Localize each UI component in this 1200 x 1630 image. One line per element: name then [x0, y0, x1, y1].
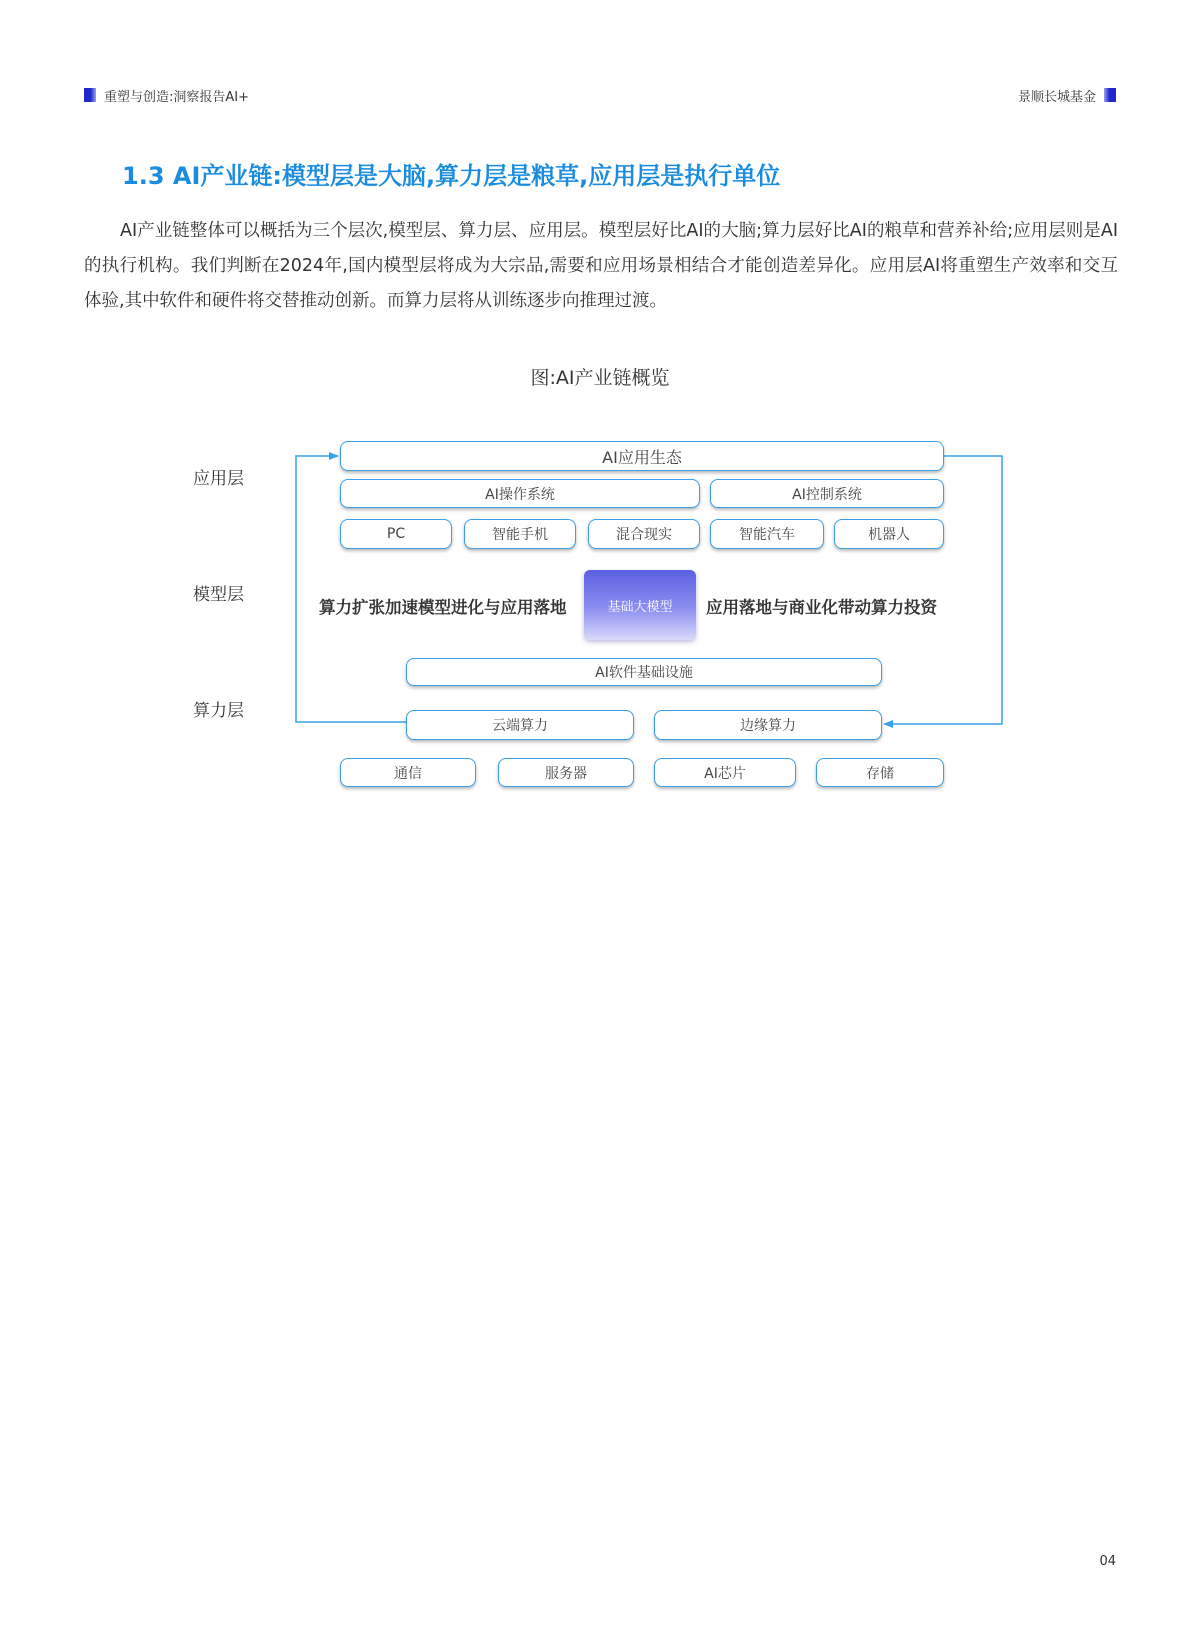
foundation-model-box: 基础大模型 — [584, 570, 696, 640]
body-paragraph: AI产业链整体可以概括为三个层次,模型层、算力层、应用层。模型层好比AI的大脑;算力层好比AI的粮草和营养补给;应用层则是AI的执行机构。我们判断在2024年,国内模型层将成为大宗品,需要和应用场景相结合才能创造差异化。应用层AI将重塑生产效率和交互体验,其中软件和硬件将交替推动创新。而算力层将从训练逐步向推理过渡。 — [84, 221, 1118, 311]
header-marker-left — [84, 88, 96, 102]
header-marker-right — [1104, 88, 1116, 102]
hardware-box-storage: 存储 — [816, 758, 944, 787]
page-number: 04 — [1099, 1554, 1116, 1569]
header-report-title: 重塑与创造:洞察报告AI+ — [104, 89, 249, 105]
edge-compute-box: 边缘算力 — [654, 710, 882, 740]
ai-ecosystem-box: AI应用生态 — [340, 441, 944, 471]
hardware-box-server: 服务器 — [498, 758, 634, 787]
hardware-box-ai-chip: AI芯片 — [654, 758, 796, 787]
ai-os-box: AI操作系统 — [340, 479, 700, 508]
layer-label-compute: 算力层 — [193, 701, 244, 721]
figure-caption: 图:AI产业链概览 — [530, 367, 670, 389]
layer-label-application: 应用层 — [193, 469, 244, 489]
header-right — [1018, 84, 1116, 106]
device-box-smartphone: 智能手机 — [464, 519, 576, 549]
cloud-compute-box: 云端算力 — [406, 710, 634, 740]
device-box-smart-car: 智能汽车 — [710, 519, 824, 549]
device-box-mixed-reality: 混合现实 — [588, 519, 700, 549]
right-note: 应用落地与商业化带动算力投资 — [706, 598, 937, 617]
layer-label-model: 模型层 — [193, 585, 244, 605]
device-box-pc: PC — [340, 519, 452, 549]
ai-software-infra-box: AI软件基础设施 — [406, 658, 882, 686]
header-company-name: 景顺长城基金 — [1017, 89, 1096, 105]
left-note: 算力扩张加速模型进化与应用落地 — [319, 598, 567, 617]
ai-control-box: AI控制系统 — [710, 479, 944, 508]
hardware-box-communication: 通信 — [340, 758, 476, 787]
header-left — [84, 84, 249, 106]
section-title: 1.3 AI产业链:模型层是大脑,算力层是粮草,应用层是执行单位 — [122, 162, 781, 190]
device-box-robot: 机器人 — [834, 519, 944, 549]
